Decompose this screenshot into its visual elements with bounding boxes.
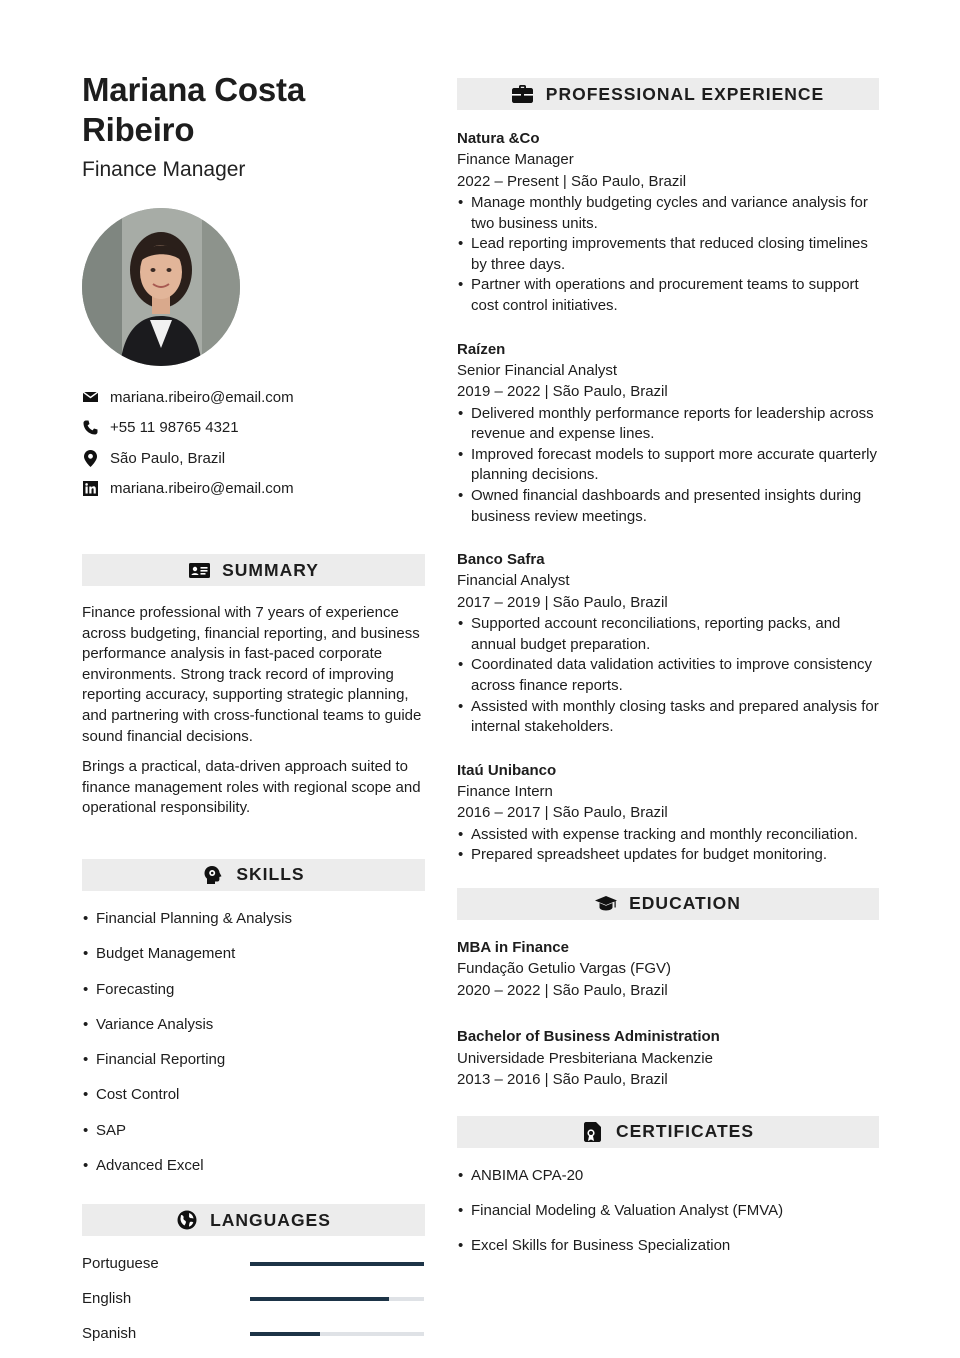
certificates-heading-text: CERTIFICATES xyxy=(615,1121,755,1142)
job-title: Finance Manager xyxy=(457,151,574,168)
certificate-icon xyxy=(582,1122,604,1142)
language-level-fill xyxy=(250,1332,320,1336)
head-gear-icon xyxy=(202,865,224,885)
languages-heading xyxy=(82,1204,425,1236)
language-level-bar xyxy=(250,1262,424,1266)
job-bullet: • Supported account reconciliations, reporting packs, and annual budget preparation. xyxy=(457,614,879,655)
job-company: Banco Safra xyxy=(457,551,545,569)
contact-list xyxy=(82,382,425,504)
job-dates: 2022 – Present | São Paulo, Brazil xyxy=(457,172,687,190)
job-title: Finance Manager xyxy=(82,158,246,181)
briefcase-icon xyxy=(512,84,534,104)
contact-linkedin[interactable] xyxy=(82,474,425,505)
job-bullet: • Owned financial dashboards and presented insights during business review meetings. xyxy=(457,486,879,527)
language-row xyxy=(82,1246,425,1281)
job-dates: 2016 – 2017 | São Paulo, Brazil xyxy=(457,804,668,822)
job-title: Financial Analyst xyxy=(457,572,570,590)
language-level-fill xyxy=(250,1262,424,1266)
education-school: Fundação Getulio Vargas (FGV) xyxy=(457,960,671,978)
job-title: Senior Financial Analyst xyxy=(457,361,618,379)
skill-item: • Forecasting xyxy=(82,979,425,1014)
portrait-image xyxy=(82,208,240,366)
job-bullet: • Coordinated data validation activities to improve consistency across finance reports. xyxy=(457,655,879,696)
language-level-fill xyxy=(250,1297,389,1301)
education-entry xyxy=(457,1026,879,1091)
job-entry xyxy=(457,760,879,866)
summary-paragraph-1: Finance professional with 7 years of experience across budgeting, financial reporting, and business performance analysis in fast-paced corporate environments. Strong track record of improving reporting accuracy, supporting strategic planning, and partnering with cross-functional teams to guide sound financial decisions. xyxy=(82,604,422,745)
job-bullet: • Partner with operations and procurement teams to support cost control initiatives. xyxy=(457,275,879,316)
contact-phone-text: +55 11 98765 4321 xyxy=(110,419,239,437)
skills-heading xyxy=(82,859,425,891)
job-bullet: • Prepared spreadsheet updates for budget monitoring. xyxy=(457,845,879,866)
job-bullet: • Delivered monthly performance reports for leadership across revenue and expense lines. xyxy=(457,404,879,445)
education-list xyxy=(457,937,879,1091)
languages-heading-text: LANGUAGES xyxy=(210,1209,331,1230)
education-degree: MBA in Finance xyxy=(457,938,569,956)
education-dates: 2013 – 2016 | São Paulo, Brazil xyxy=(457,1071,668,1089)
globe-icon xyxy=(176,1210,198,1230)
language-row xyxy=(82,1281,425,1316)
experience-heading-text: PROFESSIONAL EXPERIENCE xyxy=(545,83,825,104)
job-bullets xyxy=(457,404,879,528)
skill-item: • Budget Management xyxy=(82,943,425,978)
skills-list xyxy=(82,908,425,1190)
envelope-icon xyxy=(82,389,98,405)
contact-linkedin-text: mariana.ribeiro@email.com xyxy=(110,480,294,498)
graduation-cap-icon xyxy=(595,894,617,914)
contact-phone[interactable] xyxy=(82,413,425,444)
language-name: Portuguese xyxy=(82,1255,159,1273)
skill-item: • Financial Reporting xyxy=(82,1049,425,1084)
language-name: English xyxy=(82,1290,132,1308)
experience-heading xyxy=(457,78,879,110)
skill-item: • Variance Analysis xyxy=(82,1014,425,1049)
job-entry xyxy=(457,339,879,528)
certificate-item: • Excel Skills for Business Specialization xyxy=(457,1235,879,1270)
summary-heading xyxy=(82,554,425,586)
job-bullet: • Manage monthly budgeting cycles and variance analysis for two business units. xyxy=(457,193,879,234)
job-entry xyxy=(457,128,879,317)
job-bullet: • Assisted with monthly closing tasks and prepared analysis for internal stakeholders. xyxy=(457,697,879,738)
job-company: Itaú Unibanco xyxy=(457,761,557,779)
contact-location xyxy=(82,443,425,474)
job-title: Finance Intern xyxy=(457,782,553,800)
language-row xyxy=(82,1316,425,1351)
certificate-item: • ANBIMA CPA-20 xyxy=(457,1165,879,1200)
certificates-list xyxy=(457,1165,879,1270)
job-bullet: • Improved forecast models to support more accurate quarterly planning decisions. xyxy=(457,445,879,486)
education-degree: Bachelor of Business Administration xyxy=(457,1028,720,1046)
education-heading-text: EDUCATION xyxy=(629,893,741,914)
candidate-name: Mariana Costa Ribeiro xyxy=(82,71,305,148)
phone-icon xyxy=(82,420,98,436)
contact-email[interactable] xyxy=(82,382,425,413)
job-company: Raízen xyxy=(457,340,506,358)
job-bullet: • Lead reporting improvements that reduced closing timelines by three days. xyxy=(457,234,879,275)
job-bullet: • Assisted with expense tracking and monthly reconciliation. xyxy=(457,825,879,846)
job-bullets xyxy=(457,193,879,317)
education-heading xyxy=(457,888,879,920)
job-bullets xyxy=(457,614,879,738)
job-bullets xyxy=(457,825,879,866)
skills-heading-text: SKILLS xyxy=(236,864,305,885)
linkedin-icon xyxy=(82,481,98,497)
certificates-heading xyxy=(457,1116,879,1148)
language-level-bar xyxy=(250,1332,424,1336)
languages-list xyxy=(82,1246,425,1351)
skill-item: • Cost Control xyxy=(82,1084,425,1119)
language-name: Spanish xyxy=(82,1325,137,1343)
job-dates: 2017 – 2019 | São Paulo, Brazil xyxy=(457,593,668,611)
summary-paragraph-2: Brings a practical, data-driven approach suited to finance management roles with regional scope and operational responsibility. xyxy=(82,758,421,817)
education-dates: 2020 – 2022 | São Paulo, Brazil xyxy=(457,981,668,999)
education-school: Universidade Presbiteriana Mackenzie xyxy=(457,1049,713,1067)
location-pin-icon xyxy=(82,450,98,466)
left-column xyxy=(82,70,425,1351)
contact-location-text: São Paulo, Brazil xyxy=(110,449,226,467)
job-company: Natura &Co xyxy=(457,130,540,147)
skill-item: • Financial Planning & Analysis xyxy=(82,908,425,943)
summary-body xyxy=(82,603,425,819)
profile-photo xyxy=(82,208,240,366)
summary-heading-text: SUMMARY xyxy=(222,559,319,580)
experience-list xyxy=(457,128,879,866)
language-level-bar xyxy=(250,1297,424,1301)
education-entry xyxy=(457,937,879,1002)
skill-item: • Advanced Excel xyxy=(82,1155,425,1190)
skill-item: • SAP xyxy=(82,1120,425,1155)
right-column xyxy=(457,78,879,1270)
job-dates: 2019 – 2022 | São Paulo, Brazil xyxy=(457,383,668,401)
certificate-item: • Financial Modeling & Valuation Analyst (FMVA) xyxy=(457,1200,879,1235)
id-card-icon xyxy=(188,560,210,580)
contact-email-text: mariana.ribeiro@email.com xyxy=(110,388,294,406)
job-entry xyxy=(457,549,879,738)
